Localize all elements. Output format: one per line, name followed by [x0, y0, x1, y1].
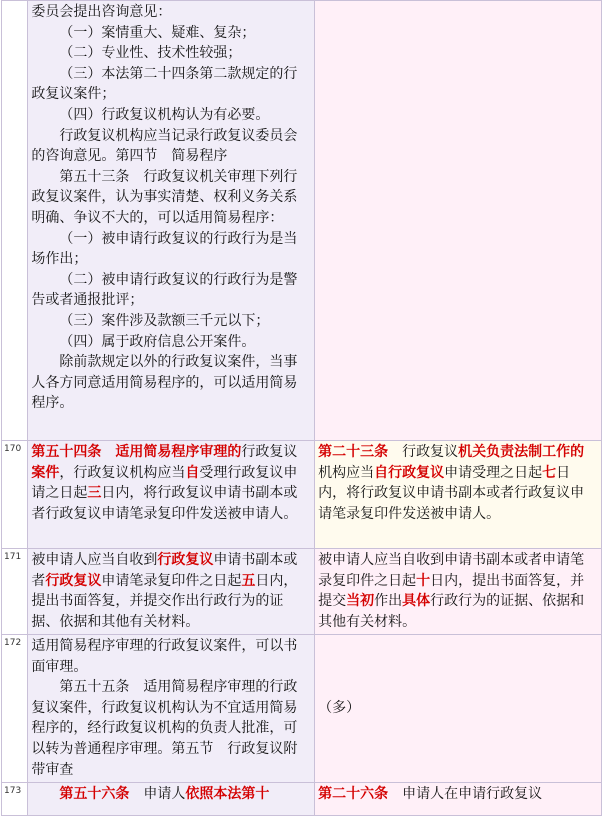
paragraph	[31, 442, 311, 524]
old-law-cell	[315, 783, 602, 816]
paragraph	[31, 784, 311, 805]
highlighted-text: 三	[87, 485, 102, 502]
new-law-cell	[28, 783, 315, 816]
paragraph	[31, 2, 311, 23]
paragraph	[31, 23, 311, 44]
row-number: 173	[2, 783, 28, 816]
text-run: 申请书副本或者	[31, 552, 298, 589]
paragraph	[31, 311, 311, 332]
paragraph	[318, 784, 598, 805]
new-law-cell	[28, 1, 315, 441]
highlighted-text: 行政复议	[157, 552, 214, 568]
paragraph	[31, 332, 311, 353]
text-run: （三）本法第二十四条第二款规定的行政复议案件；	[31, 65, 298, 103]
highlighted-text: 第五十四条 适用简易程序审理的	[31, 444, 242, 460]
text-run: 行政复议机构应当记录行政复议委员会的咨询意见。第四节 简易程序	[31, 127, 298, 165]
text-run: 日内，提出书面答复，并提交作出行政行为的证据、依据和其他有关材料。	[31, 572, 298, 630]
text-run: 申请受理之日起	[444, 464, 543, 481]
new-law-cell	[28, 549, 315, 635]
highlighted-text: 第五十六条	[59, 786, 130, 802]
text-run: 申请人	[129, 786, 186, 802]
highlighted-text: 十	[416, 572, 431, 589]
highlighted-text: 七	[542, 464, 557, 481]
text-run: 日内，提出书面答复，并提交	[318, 572, 585, 610]
paragraph	[31, 126, 311, 167]
text-run: 日内，将行政复议申请书副本或者行政复议申请笔录复印件发送被申请人。	[31, 485, 298, 522]
table-row	[2, 635, 602, 783]
row-number: 170	[2, 441, 28, 549]
text-run: 第五十五条 适用简易程序审理的行政复议案件，行政复议机构认为不宜适用简易程序的，经行政复议机构的负责人批准，可以转为普通程序审理。第五节 行政复议附带审查	[31, 679, 298, 778]
highlighted-text: 自	[185, 464, 200, 481]
text-run: （一）被申请行政复议的行政行为是当场作出；	[31, 230, 298, 268]
text-run: 作出	[374, 593, 403, 610]
paragraph	[31, 677, 311, 780]
text-run: 行政复议	[241, 444, 298, 460]
highlighted-text: 具体	[402, 593, 431, 610]
paragraph	[318, 698, 598, 719]
text-run: 日内，将行政复议申请书副本或者行政复议申请笔录复印件发送被申请人。	[318, 464, 585, 522]
paragraph	[31, 105, 311, 126]
paragraph	[31, 43, 311, 64]
text-run: 除前款规定以外的行政复议案件，当事人各方同意适用简易程序的，可以适用简易程序。	[31, 354, 298, 412]
highlighted-text: 第二十三条	[318, 444, 389, 460]
text-run: 适用简易程序审理的行政复议案件，可以书面审理。	[31, 638, 298, 675]
paragraph	[31, 167, 311, 229]
table-row	[2, 441, 602, 549]
text-run: （一）案情重大、疑难、复杂；	[59, 24, 256, 41]
comparison-table	[1, 0, 602, 816]
highlighted-text: 依照本法第十	[185, 786, 270, 802]
new-law-cell	[28, 635, 315, 783]
table-row	[2, 1, 602, 441]
table-row	[2, 783, 602, 816]
text-run: 被申请人应当自收到申请书副本或者申请笔录复印件之日起	[318, 552, 585, 589]
old-law-cell	[315, 1, 602, 441]
paragraph	[318, 442, 598, 524]
text-run: 机构应当	[318, 464, 375, 481]
old-law-cell	[315, 635, 602, 783]
text-run: （四）行政复议机构认为有必要。	[59, 106, 270, 123]
highlighted-text: 第二十六条	[318, 786, 389, 802]
text-run: 第五十三条 行政复议机关审理下列行政复议案件，认为事实清楚、权利义务关系明确、争议不大的，可以适用简易程序：	[31, 168, 298, 226]
old-law-cell	[315, 441, 602, 549]
highlighted-text: 五	[241, 572, 256, 589]
paragraph	[31, 352, 311, 414]
row-number	[2, 1, 28, 441]
row-number: 171	[2, 549, 28, 635]
highlighted-text: 自行政复议	[374, 464, 445, 481]
paragraph	[31, 550, 311, 632]
text-run: 受理行政复议申请之日起	[31, 464, 298, 502]
text-run: 行政复议	[388, 444, 459, 460]
new-law-cell	[28, 441, 315, 549]
old-law-cell	[315, 549, 602, 635]
table-row	[2, 549, 602, 635]
text-run: （二）被申请行政复议的行政行为是警告或者通报批评；	[31, 271, 298, 309]
text-run: 申请笔录复印件之日起	[101, 572, 242, 589]
highlighted-text: 行政复议	[45, 572, 102, 589]
paragraph	[318, 550, 598, 632]
text-run: 被申请人应当自收到	[31, 552, 158, 568]
text-run: 行政行为的证据、依据和其他有关材料。	[318, 593, 585, 630]
highlighted-text: 当初	[346, 593, 375, 610]
text-run: 申请人在申请行政复议	[388, 786, 543, 802]
text-run: （多）	[318, 700, 361, 717]
text-run: （三）案件涉及款额三千元以下；	[59, 312, 270, 329]
paragraph	[31, 64, 311, 105]
row-number: 172	[2, 635, 28, 783]
text-run: 委员会提出咨询意见：	[31, 4, 172, 20]
text-run: （二）专业性、技术性较强；	[59, 45, 242, 62]
text-run: ，行政复议机构应当	[59, 464, 186, 481]
text-run: （四）属于政府信息公开案件。	[59, 333, 256, 350]
comparison-table-body	[2, 1, 602, 816]
paragraph	[31, 270, 311, 311]
paragraph	[31, 636, 311, 677]
paragraph	[31, 229, 311, 270]
highlighted-text: 案件	[31, 464, 60, 481]
highlighted-text: 机关负责法制工作的	[458, 444, 585, 460]
